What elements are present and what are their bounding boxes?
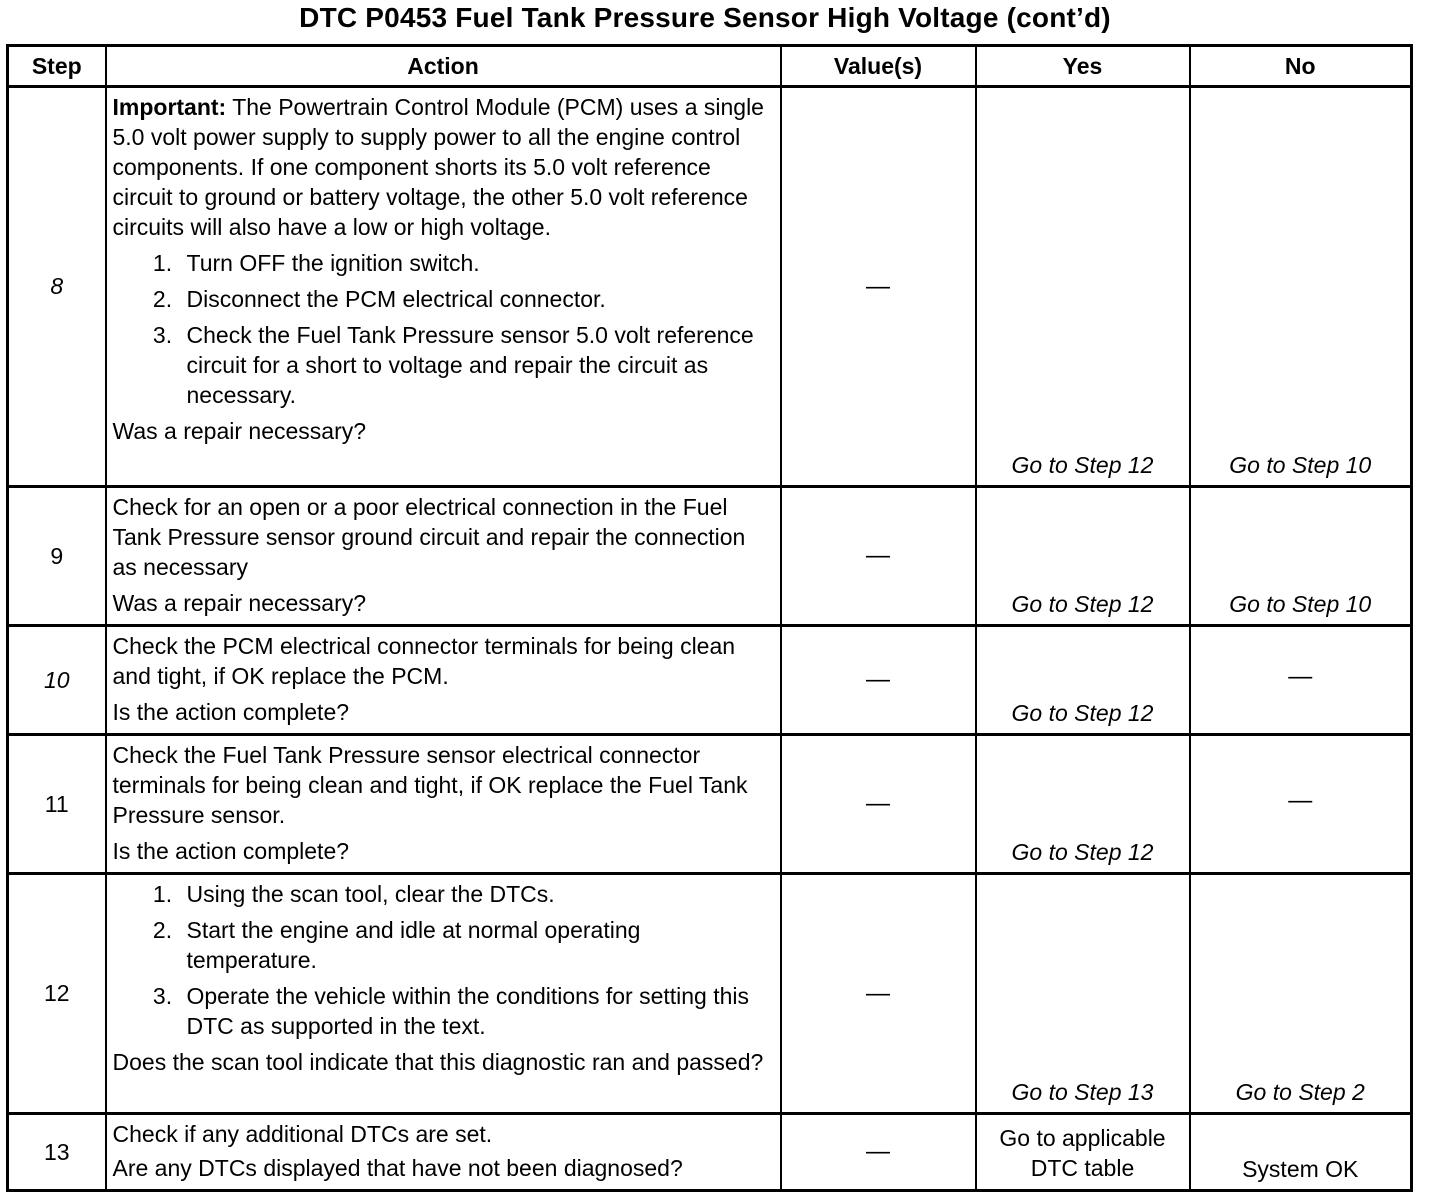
- table-row: [8, 874, 1412, 1114]
- question-text: Was a repair necessary?: [112, 418, 367, 444]
- list-item: 2. Start the engine and idle at normal operating temperature.: [179, 915, 776, 975]
- important-label: Important:: [112, 94, 227, 120]
- value-dash: —: [866, 1138, 890, 1165]
- header-step: Step: [8, 46, 106, 87]
- list-item: 3. Check the Fuel Tank Pressure sensor 5.0 volt reference circuit for a short to voltage and repair the circuit as necessary.: [179, 320, 776, 410]
- action-text: Check for an open or a poor electrical connection in the Fuel Tank Pressure sensor ground circuit and repair the connection as necessary: [112, 494, 746, 580]
- step-number: 13: [8, 1114, 106, 1191]
- list-item: 3. Operate the vehicle within the conditions for setting this DTC as supported in the text.: [179, 981, 776, 1041]
- list-item: 1. Using the scan tool, clear the DTCs.: [179, 879, 776, 909]
- value-cell: [781, 487, 976, 626]
- action-cell: [106, 487, 781, 626]
- table-row: [8, 735, 1412, 874]
- yes-cell: Go to Step 12: [976, 735, 1190, 874]
- header-yes: Yes: [976, 46, 1190, 87]
- list-item: 2. Disconnect the PCM electrical connector.: [179, 284, 776, 314]
- diagnostic-table: [6, 44, 1413, 1192]
- action-cell: [106, 626, 781, 735]
- action-cell: [106, 874, 781, 1114]
- value-dash: —: [866, 979, 890, 1007]
- no-cell: Go to Step 2: [1190, 874, 1412, 1114]
- value-dash: —: [866, 272, 890, 300]
- action-cell: [106, 87, 781, 487]
- table-row: [8, 1114, 1412, 1191]
- page-title: DTC P0453 Fuel Tank Pressure Sensor High Voltage (cont’d): [299, 2, 1111, 33]
- no-dash: —: [1288, 663, 1313, 690]
- header-values: Value(s): [781, 46, 976, 87]
- question-text: Does the scan tool indicate that this diagnostic ran and passed?: [112, 1049, 764, 1075]
- value-dash: —: [866, 542, 890, 569]
- yes-cell: Go to Step 12: [976, 87, 1190, 487]
- step-number: 8: [8, 87, 106, 487]
- table-row: [8, 487, 1412, 626]
- question-text: Is the action complete?: [112, 838, 350, 864]
- important-note: [113, 92, 776, 242]
- yes-cell: Go to Step 12: [976, 487, 1190, 626]
- action-text: Check the Fuel Tank Pressure sensor electrical connector terminals for being clean and tight, if OK replace the Fuel Tank Pressure sensor.: [112, 742, 748, 828]
- yes-cell: Go to Step 13: [976, 874, 1190, 1114]
- action-text: Check the PCM electrical connector terminals for being clean and tight, if OK replace the PCM.: [112, 633, 736, 689]
- table-header-row: [8, 46, 1412, 87]
- no-cell: System OK: [1190, 1114, 1412, 1191]
- header-action: Action: [106, 46, 781, 87]
- step-list: [113, 248, 776, 410]
- no-cell: Go to Step 10: [1190, 87, 1412, 487]
- value-cell: [781, 735, 976, 874]
- step-number: 12: [8, 874, 106, 1114]
- no-cell: [1190, 626, 1412, 735]
- question-text: Is the action complete?: [112, 699, 350, 725]
- value-dash: —: [866, 666, 890, 693]
- important-text: The Powertrain Control Module (PCM) uses a single 5.0 volt power supply to supply power to all the engine control components. If one component shorts its 5.0 volt reference circuit to ground or battery voltage, the other 5.0 volt reference circuits will also have a low or high voltage.: [112, 94, 764, 240]
- value-cell: [781, 626, 976, 735]
- step-number: 11: [8, 735, 106, 874]
- action-text: Check if any additional DTCs are set.: [112, 1121, 493, 1147]
- step-number: 9: [8, 487, 106, 626]
- yes-cell: Go to Step 12: [976, 626, 1190, 735]
- question-text: Are any DTCs displayed that have not been diagnosed?: [112, 1155, 683, 1181]
- yes-cell: Go to applicable DTC table: [976, 1114, 1190, 1191]
- header-no: No: [1190, 46, 1412, 87]
- list-item: 1. Turn OFF the ignition switch.: [179, 248, 776, 278]
- action-cell: [106, 1114, 781, 1191]
- no-dash: —: [1288, 787, 1313, 814]
- step-number: 10: [8, 626, 106, 735]
- value-cell: [781, 1114, 976, 1191]
- no-cell: [1190, 735, 1412, 874]
- no-cell: Go to Step 10: [1190, 487, 1412, 626]
- value-dash: —: [866, 790, 890, 817]
- value-cell: [781, 874, 976, 1114]
- step-list: [113, 879, 776, 1041]
- table-row: [8, 626, 1412, 735]
- table-row: [8, 87, 1412, 487]
- question-text: Was a repair necessary?: [112, 590, 367, 616]
- value-cell: [781, 87, 976, 487]
- action-cell: [106, 735, 781, 874]
